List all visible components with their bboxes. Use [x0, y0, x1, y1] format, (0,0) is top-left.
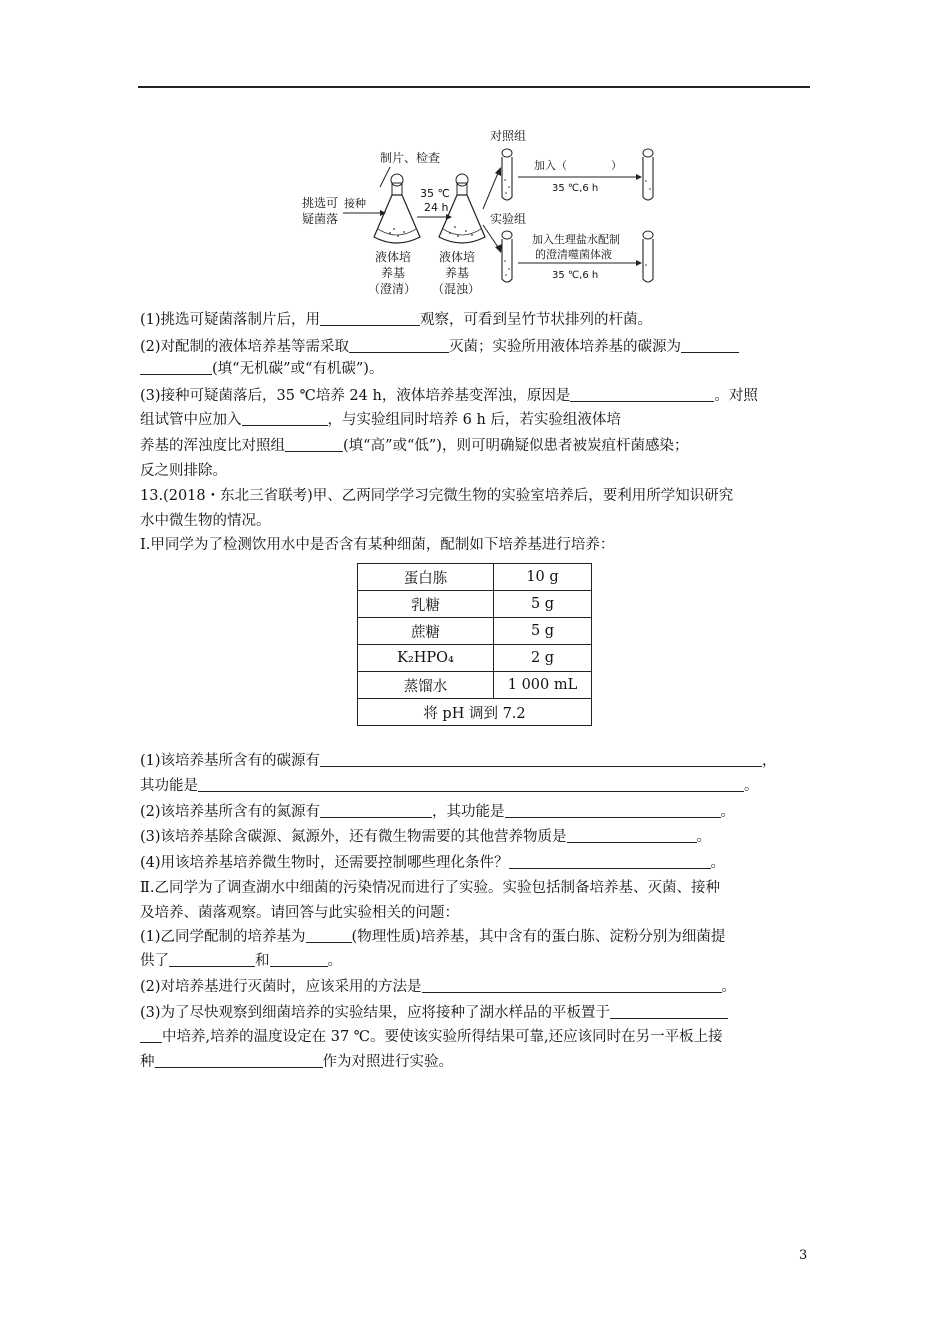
- label-jiezhong: 接种: [344, 197, 366, 210]
- tube-control-left: [502, 149, 512, 200]
- label-cond-2: 35 ℃,6 h: [552, 270, 599, 281]
- label-add-phage-1: 加入生理盐水配制: [532, 233, 620, 246]
- q12-part2: (2)对配制的液体培养基等需采取 灭菌；实验所用液体培养基的碳源为: [140, 337, 739, 357]
- table-row: 蛋白胨 10 g: [358, 564, 592, 591]
- label-control-group: 对照组: [490, 129, 527, 143]
- label-tiaoxuan-2: 疑菌落: [302, 212, 339, 226]
- label-exp-group: 实验组: [490, 212, 527, 226]
- q12-part2-cont: (填“无机碳”或“有机碳”)。: [140, 359, 383, 379]
- flask2-label-3: （混浊）: [432, 282, 481, 296]
- label-add-phage-2: 的澄清噬菌体液: [535, 248, 612, 261]
- table-row: K₂HPO₄ 2 g: [358, 645, 592, 672]
- flask2-label-1: 液体培: [439, 250, 476, 264]
- label-temp: 35 ℃: [420, 187, 450, 200]
- q13-ii3-line3: 种 作为对照进行实验。: [140, 1054, 453, 1070]
- flask1-label-2: 养基: [381, 266, 406, 280]
- q13-ii3-line2: 中培养,培养的温度设定在 37 ℃。要使该实验所得结果可靠,还应该同时在另一平板上接: [140, 1027, 723, 1047]
- answer-blank[interactable]: [320, 803, 432, 818]
- q12-part3-line3: 养基的浑浊度比对照组 (填“高”或“低”)，则可明确疑似患者被炭疽杆菌感染；: [140, 438, 689, 454]
- q13-i3: (3)该培养基除含碳源、氮源外，还有微生物需要的其他营养物质是 。: [140, 829, 712, 845]
- q13-ii2: (2)对培养基进行灭菌时，应该采用的方法是 。: [140, 979, 737, 995]
- q13-part2-intro-cont: 及培养、菌落观察。请回答与此实验相关的问题：: [140, 905, 459, 921]
- label-zhipian: 制片、检查: [380, 151, 441, 165]
- q13-heading: 13.(2018・东北三省联考)甲、乙两同学学习完微生物的实验室培养后，要利用所学知识研究: [140, 488, 734, 504]
- q13-heading-cont: 水中微生物的情况。: [140, 513, 271, 529]
- q13-ii1-cont: 供了 和 。: [140, 953, 342, 969]
- flask2-label-2: 养基: [445, 266, 470, 280]
- page-number: 3: [799, 1248, 808, 1263]
- answer-blank[interactable]: [140, 360, 212, 375]
- answer-blank[interactable]: [169, 952, 255, 967]
- answer-blank[interactable]: [509, 854, 711, 869]
- answer-blank[interactable]: [681, 338, 739, 353]
- table-row: 蒸馏水 1 000 mL: [358, 672, 592, 699]
- experiment-diagram: [300, 125, 670, 305]
- q12-part3-line4: 反之则排除。: [140, 463, 227, 479]
- label-add-blank: 加入（ ）: [534, 159, 622, 172]
- q13-i4: (4)用该培养基培养微生物时，还需要控制哪些理化条件？ 。: [140, 855, 726, 871]
- tube-exp-right: [643, 231, 653, 282]
- q13-i2: (2)该培养基所含有的氮源有 ，其功能是 。: [140, 804, 736, 820]
- medium-table: [357, 563, 592, 726]
- answer-blank[interactable]: [422, 978, 722, 993]
- q13-i1-cont: 其功能是 。: [140, 778, 759, 794]
- label-tiaoxuan: 挑选可: [302, 196, 339, 210]
- q13-part1-intro: Ⅰ.甲同学为了检测饮用水中是否含有某种细菌，配制如下培养基进行培养：: [140, 537, 615, 553]
- answer-blank[interactable]: [567, 828, 697, 843]
- table-row: 蔗糖 5 g: [358, 618, 592, 645]
- tube-control-right: [643, 149, 653, 200]
- answer-blank[interactable]: [140, 1028, 162, 1043]
- flask1-label-1: 液体培: [375, 250, 412, 264]
- answer-blank[interactable]: [570, 387, 714, 402]
- header-rule: [138, 86, 810, 88]
- answer-blank[interactable]: [505, 803, 721, 818]
- answer-blank[interactable]: [610, 1004, 728, 1019]
- answer-blank[interactable]: [285, 437, 343, 452]
- label-time: 24 h: [424, 201, 449, 214]
- answer-blank[interactable]: [349, 338, 449, 353]
- q13-ii3: (3)为了尽快观察到细菌培养的实验结果，应将接种了湖水样品的平板置于: [140, 1003, 728, 1023]
- q12-part1: (1)挑选可疑菌落制片后，用 观察，可看到呈竹节状排列的杆菌。: [140, 312, 653, 328]
- table-row: 乳糖 5 g: [358, 591, 592, 618]
- label-cond-1: 35 ℃,6 h: [552, 183, 599, 194]
- answer-blank[interactable]: [320, 752, 762, 767]
- answer-blank[interactable]: [242, 411, 328, 426]
- answer-blank[interactable]: [270, 952, 328, 967]
- q13-i1: (1)该培养基所含有的碳源有 ，: [140, 753, 777, 769]
- answer-blank[interactable]: [306, 928, 352, 943]
- q13-part2-intro: Ⅱ.乙同学为了调查湖水中细菌的污染情况而进行了实验。实验包括制备培养基、灭菌、接种: [140, 880, 720, 896]
- answer-blank[interactable]: [155, 1053, 323, 1068]
- q13-ii1: (1)乙同学配制的培养基为 (物理性质)培养基，其中含有的蛋白胨、淀粉分别为细菌提: [140, 929, 726, 945]
- q12-part3-line2: 组试管中应加入 ，与实验组同时培养 6 h 后，若实验组液体培: [140, 412, 621, 428]
- answer-blank[interactable]: [198, 777, 744, 792]
- tube-exp-left: [502, 231, 512, 282]
- table-row: 将 pH 调到 7.2: [358, 699, 592, 726]
- answer-blank[interactable]: [320, 311, 420, 326]
- q12-part3: (3)接种可疑菌落后，35 ℃培养 24 h，液体培养基变浑浊，原因是 。对照: [140, 388, 758, 404]
- flask1-label-3: （澄清）: [368, 282, 417, 296]
